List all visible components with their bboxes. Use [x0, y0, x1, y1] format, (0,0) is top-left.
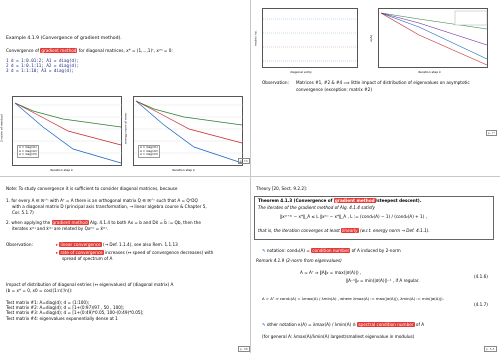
example-title: Example 4.1.9 (Convergence of gradient method). — [6, 36, 122, 41]
plot1-ylabel: 2-norm of residual — [0, 114, 4, 142]
note-text: Note: To study convergence it is sufficient to consider diagonal matrices, because — [6, 186, 178, 191]
impact-text-2: (b = x* = 0, x0 = cos((1:n)'/n)): — [6, 288, 73, 293]
residual-norm-plot — [12, 96, 122, 166]
observation-label: Observation: — [6, 242, 33, 247]
linear-convergence-link[interactable]: linear convergence — [60, 242, 101, 247]
theorem-conclusion: that is, the iteration converges at least linearly (w.r.t. energy norm → Def. 4.1.1). — [258, 228, 430, 233]
test-matrix-list — [6, 300, 144, 321]
test-matrix-item: Test matrix #2: A=diag(d); d = [1+(0:97)/97 , 50 , 100]; — [6, 305, 124, 311]
page-marker[interactable]: p. 5.5 — [486, 347, 495, 351]
intro-text: Convergence of gradient method for diagonal matrices, x* = (1,...,1)ᵀ, x⁽⁰⁾ = 0: — [6, 48, 173, 53]
equation-1b: ‖A⁻¹‖₂ = min(|σ(A)|)⁻¹ , if A regular. — [346, 278, 420, 283]
remark-title: Remark 4.1.9 (2-norm from eigenvalues) — [256, 258, 342, 263]
kappa-plot-svg — [379, 9, 489, 69]
code-line: 3 d = 1:1:10; A3 = diag(d); — [6, 68, 75, 74]
theorem-title: Theorem 4.1.3 (Convergence of gradient method/steepest descent). — [258, 198, 422, 203]
linearly-link[interactable]: linearly — [342, 228, 358, 233]
eigen-plot-ylabel: matrix no. — [253, 30, 258, 46]
energy-norm-plot — [133, 96, 243, 166]
series-line — [136, 101, 242, 143]
kappa-plot — [378, 8, 488, 68]
list-item-2: 2. when applying the gradient method Alg. 4.1.4 to both Ax = b and Dx̃ = b̃ := Qb, then the — [6, 220, 201, 225]
plot2-ylabel: energy norm of error — [123, 112, 128, 144]
series-line — [136, 101, 242, 125]
test-matrix-item: Test matrix #4: eigenvalues exponentially dense at 1 — [6, 315, 118, 321]
spectral-condition-number-link[interactable]: spectral condition number — [358, 322, 414, 327]
list-item-1: 1. for every A ∈ ℝⁿ'ⁿ with Aᵀ = A there is an orthogonal matrix Q ∈ ℝⁿ'ⁿ such that A = QᵀDQ — [6, 198, 198, 203]
general-note: (for general A: λmax(A)/λmin(A) largest/smallest eigenvalue in modulus) — [262, 334, 415, 339]
gradient-method-link[interactable]: gradient method — [334, 198, 375, 203]
series-line — [15, 103, 121, 145]
observation-bullet-1: ▸ linear convergence (→ Def. 1.1.4), see also Rem. 1.1.13 — [56, 242, 178, 247]
theorem-formula: ‖x⁽ᵏ⁺¹⁾ − x*‖_A ≤ L ‖x⁽ᵏ⁾ − x*‖_A , L := (cond₂(A) − 1) / (cond₂(A) + 1) , — [280, 214, 427, 219]
list-item-2-cont: iterates x⁽ᵏ⁾ and x̃⁽ᵏ⁾ are related by Qx⁽ᵏ⁾ = x̃⁽ᵏ⁾. — [12, 226, 109, 231]
plot-legend: A = diag(d1) A = diag(d2) A = diag(d3) — [19, 145, 37, 157]
test-matrix-item: Test matrix #1: A=diag(d); d = (1:100); — [6, 300, 90, 305]
gradient-method-link[interactable]: gradient method — [52, 220, 88, 225]
kappa-plot-ylabel: κ(Aᵢ) — [369, 34, 374, 42]
plot2-xlabel: iteration step k — [172, 168, 195, 172]
page-marker[interactable]: p. 74 — [240, 159, 248, 163]
equation-2-number: (4.1.7) — [474, 302, 488, 307]
eigenvalue-distribution-plot — [262, 8, 358, 68]
eigen-plot-xlabel: diagonal entry — [290, 70, 312, 74]
kappa-plot-xlabel: iteration step k — [418, 70, 441, 74]
observation-text: Matrices #1, #2 & #4 ⟹ little impact of distribution of eigenvalues on asymptotic — [296, 80, 470, 85]
test-matrix-item: Test matrix #3: A=diag(d); d = [1+(0:49)*0.05, 100-(0:49)*0.05]; — [6, 310, 144, 316]
list-item-1-cont: with a diagonal matrix D (principal axis transformation, → linear algebra course & Chapter 5, — [12, 204, 207, 209]
page-marker[interactable]: p. 3θ — [240, 347, 248, 351]
equation-2: A = Aᵀ ⇒ cond₂(A) = λmax(A) / λmin(A) , where λmax(A) := max(|σ(A)|), λmin(A) := min(|σ(A)|). — [262, 296, 444, 301]
condition-number-link[interactable]: condition number — [312, 248, 350, 253]
code-line: 1 d = 1:0.01:2; A1 = diag(d); — [6, 58, 80, 63]
theory-heading: Theory [20, Sect. 9.2.2]: — [256, 186, 308, 191]
eigen-plot-svg — [263, 9, 359, 69]
rate-of-convergence-link[interactable]: rate of convergence — [60, 250, 103, 255]
equation-1-number: (4.1.6) — [474, 274, 488, 279]
gradient-method-link[interactable]: gradient method — [41, 48, 77, 53]
other-notation: ✎ other notation κ(A) = λmax(A) / λmin(A) ≙ spectral condition number of A — [262, 322, 425, 327]
quadrant-divider-v — [250, 0, 251, 353]
theorem-text: The iterates of the gradient method of Alg. 4.1.4 satisfy — [258, 205, 375, 210]
list-item-1-cont2: Cor. 5.1.7) — [12, 210, 34, 215]
plot-legend: A = diag(d1) A = diag(d2) A = diag(d3) — [140, 145, 158, 157]
page-marker[interactable]: p. 7" — [488, 131, 496, 135]
observation-bullet-2-cont: spread of spectrum of A — [62, 256, 113, 261]
notation-text: ✎ notation: cond₂(A) = condition number of A induced by 2-norm — [262, 248, 401, 253]
equation-1: A = Aᵀ ⇒ ‖A‖₂ = max(|σ(A)|) , — [300, 270, 362, 275]
impact-text: Impact of distribution of diagonal entries (↔ eigenvalues) of (diagonal matrix) A — [6, 282, 174, 287]
series-line — [15, 103, 121, 127]
code-line: 2 d = 1:0.1:11; A2 = diag(d); — [6, 63, 80, 69]
code-block — [6, 58, 79, 74]
observation-text-2: convergence (exception: matrix #2) — [296, 87, 372, 92]
observation-bullet-2: ▸ rate of convergence increases (↔ speed of convergence decreases) with — [56, 250, 214, 255]
observation-label: Observation: — [262, 80, 289, 85]
plot1-xlabel: iteration step k — [50, 168, 73, 172]
